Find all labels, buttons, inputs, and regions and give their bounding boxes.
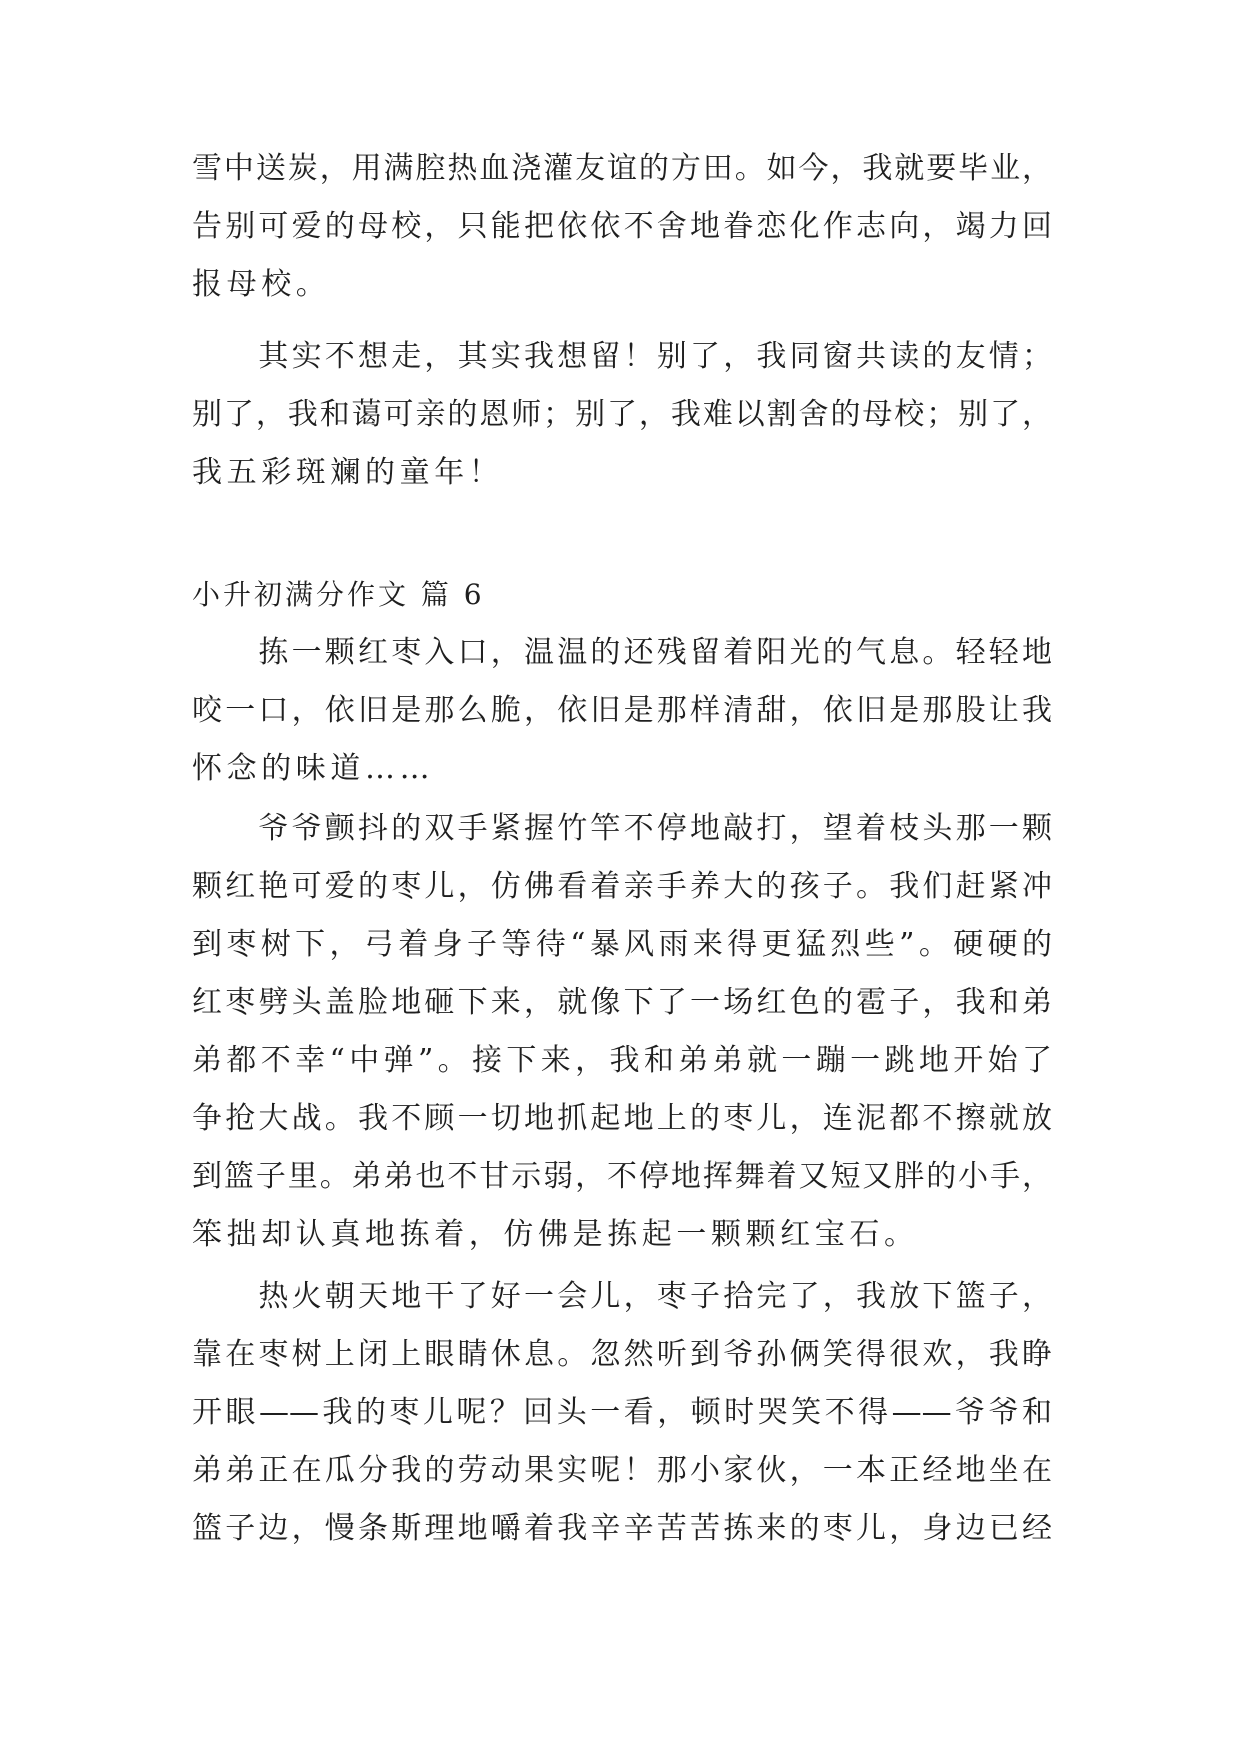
essay-heading: 小升初满分作文 篇 6 xyxy=(192,578,485,611)
text-line: 咬一口，依旧是那么脆，依旧是那样清甜，依旧是那股让我 xyxy=(192,693,1052,728)
text-line: 雪中送炭，用满腔热血浇灌友谊的方田。如今，我就要毕业， xyxy=(192,151,1052,186)
text-line: 告别可爱的母校，只能把依依不舍地眷恋化作志向，竭力回 xyxy=(192,209,1052,244)
paragraph-red-date-taste xyxy=(192,624,1052,798)
text-line: 到枣树下，弓着身子等待“暴风雨来得更猛烈些”。硬硬的 xyxy=(192,927,1052,962)
text-line: 别了，我和蔼可亲的恩师；别了，我难以割舍的母校；别了， xyxy=(192,397,1052,432)
paragraph-rest xyxy=(192,1268,1052,1558)
text-line: 笨拙却认真地拣着，仿佛是拣起一颗颗红宝石。 xyxy=(192,1217,919,1252)
text-line: 爷爷颤抖的双手紧握竹竿不停地敲打，望着枝头那一颗 xyxy=(192,811,1052,846)
text-line: 颗红艳可爱的枣儿，仿佛看着亲手养大的孩子。我们赶紧冲 xyxy=(192,869,1052,904)
text-line: 篮子边，慢条斯理地嚼着我辛辛苦苦拣来的枣儿，身边已经 xyxy=(192,1511,1052,1546)
text-line: 热火朝天地干了好一会儿，枣子拾完了，我放下篮子， xyxy=(192,1279,1052,1314)
text-line: 我五彩斑斓的童年！ xyxy=(192,455,504,490)
text-line: 开眼——我的枣儿呢？回头一看，顿时哭笑不得——爷爷和 xyxy=(192,1395,1052,1430)
text-line: 拣一颗红枣入口，温温的还残留着阳光的气息。轻轻地 xyxy=(192,635,1052,670)
text-line: 到篮子里。弟弟也不甘示弱，不停地挥舞着又短又胖的小手， xyxy=(192,1159,1052,1194)
paragraph-goodbye xyxy=(192,328,1052,502)
paragraph-graduation-farewell xyxy=(192,140,1052,314)
text-line: 靠在枣树上闭上眼睛休息。忽然听到爷孙俩笑得很欢，我睁 xyxy=(192,1337,1052,1372)
text-line: 怀念的味道…… xyxy=(192,751,435,786)
text-line: 报母校。 xyxy=(192,267,331,302)
text-line: 争抢大战。我不顾一切地抓起地上的枣儿，连泥都不擦就放 xyxy=(192,1101,1052,1136)
text-line: 红枣劈头盖脸地砸下来，就像下了一场红色的雹子，我和弟 xyxy=(192,985,1052,1020)
text-line: 弟弟正在瓜分我的劳动果实呢！那小家伙，一本正经地坐在 xyxy=(192,1453,1052,1488)
text-line: 弟都不幸“中弹”。接下来，我和弟弟就一蹦一跳地开始了 xyxy=(192,1043,1052,1078)
text-line: 其实不想走，其实我想留！别了，我同窗共读的友情； xyxy=(192,339,1052,374)
paragraph-harvest xyxy=(192,800,1052,1264)
